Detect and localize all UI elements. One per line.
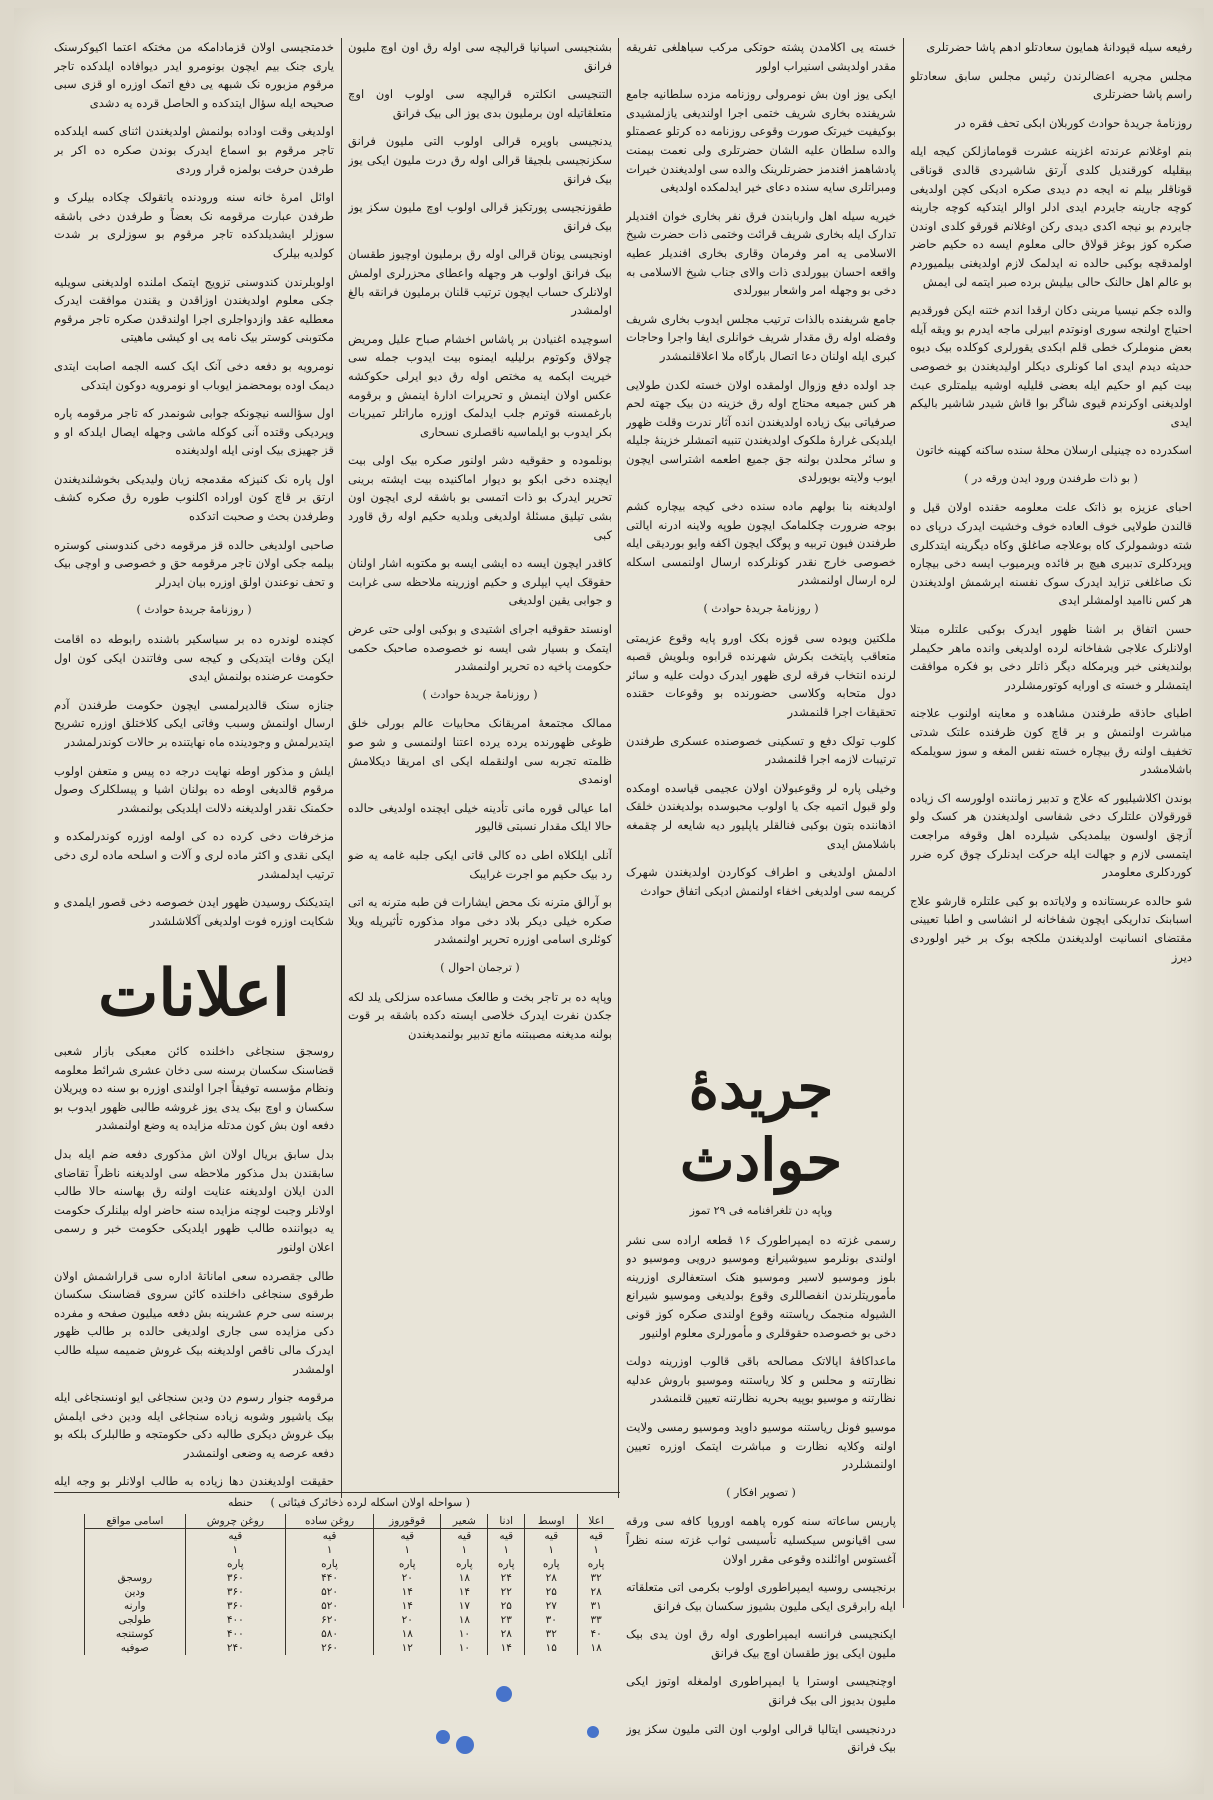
paragraph: رفیعه سیله قپودانهٔ همایون سعادتلو ادهم پاشا حضرتلری xyxy=(926,40,1192,54)
column-rule xyxy=(903,38,904,1608)
price-cell: ۲۷ xyxy=(525,1599,578,1613)
price-cell: ۲۶۰ xyxy=(286,1641,374,1655)
ink-blot xyxy=(456,1736,474,1754)
ink-blot xyxy=(587,1726,599,1738)
source-note: ( ترجمان احوال ) xyxy=(440,960,520,974)
location-cell: ودین xyxy=(85,1585,186,1599)
header-cell: روغن چروش xyxy=(185,1514,285,1529)
paragraph: خدمتجیسی اولان قزمادامکه من مختکه اعتما اکیوکرسنک یاری جنک بیم ایچون بونومرو ایدر دیوافاده ایلدکده تاجر مرقوم مزبوره نک شبهه یی دفع اتمک اوزره او قزی سبی صحیحه ایله سؤال ایتدکده و الحاصل قرده یه دشدی xyxy=(54,40,334,110)
price-cell: ۵۲۰ xyxy=(286,1585,374,1599)
price-cell: ۲۳ xyxy=(488,1613,525,1627)
price-cell: ۳۲ xyxy=(525,1627,578,1641)
paragraph: اولوبلرندن کندوسنی تزویج ایتمک املنده اولدیغنی سویلیه جکی معلوم اولدیغندن اوزاقدن و یقندن موافقت ایدرک معطلیه عقد وازدواجلری اجرا اولندقدن صکره تاجر مرقوم مکتوبنی کوستر بیک نامه یی او کیشی ماهیتی xyxy=(54,274,334,345)
currency-cell: پاره xyxy=(525,1557,578,1571)
paragraph: اول پاره نک کنیزکه مقدمجه زیان ولیدیکی بخوشلندیغندن ارتق بر قاچ کون اوراده اکلنوب طوره رق صکره کشف وطرفدن بحث و صحبت اتدکده xyxy=(54,471,334,524)
count-cell: ۱ xyxy=(441,1543,488,1557)
header-cell: شعیر xyxy=(441,1514,488,1529)
table-title-text: ( سواحله اولان اسکله لرده ذخائرک فیئاتی ) xyxy=(270,1496,471,1509)
header-cell: اعلا xyxy=(578,1514,614,1529)
paragraph: طقوزنجیسی پورتکیز قرالی اولوب اوچ ملیون سکز یوز بیک فرانق xyxy=(348,200,612,233)
price-cell: ۴۴۰ xyxy=(286,1571,374,1585)
count-cell: ۱ xyxy=(578,1543,614,1557)
paragraph: اسوچیده اغنیادن بر پاشاس اخشام صباح علیل ومریض چولاق وکوتوم برلیلیه ایمنوه بیت ایدوب جمله سی خیریت ابکمه یه مختص اوله رق دیو ایرلی حکوکشه عکس اولان اینمش و تحریرات ادارهٔ اینمش و برقومه بارغمسنه قوترم جلب ایدلمک اوزره ماراتلر تمیریات بکر ایدوب بو ایلماسیه ناقصلری نسحاری xyxy=(348,331,612,439)
location-cell: صوفیه xyxy=(85,1641,186,1655)
table-row xyxy=(85,1585,615,1599)
paragraph: آنلی ایلکلاه اطی ده کالی قاتی ایکی جلبه غامه یه ضو رد بیک حکیم مو اجرت غرایبک xyxy=(348,847,612,881)
column-rule xyxy=(341,38,342,1498)
price-cell: ۶۲۰ xyxy=(286,1613,374,1627)
table-currency-row xyxy=(85,1557,615,1571)
unit-cell: قیه xyxy=(488,1529,525,1544)
newspaper-page xyxy=(14,8,1204,1794)
unit-cell: قیه xyxy=(373,1529,441,1544)
price-cell: ۱۰ xyxy=(441,1641,488,1655)
price-cell: ۲۲ xyxy=(488,1585,525,1599)
price-cell: ۱۵ xyxy=(525,1641,578,1655)
paragraph: کلوب تولک دفع و تسکینی خصوصنده عسکری طرفندن ترتیبات لازمه اجرا قلنمشدر xyxy=(626,733,896,767)
currency-cell: پاره xyxy=(286,1557,374,1571)
price-cell: ۲۴۰ xyxy=(185,1641,285,1655)
column-4 xyxy=(54,38,334,938)
price-cell: ۱۸ xyxy=(441,1613,488,1627)
unit-cell xyxy=(85,1529,186,1544)
paragraph: بوندن اکلاشیلیور که علاج و تدبیر زماننده اولورسه اک زیاده قورقولان علتلرک دخی شفاسی اولدیغندن هر کسک ولو آزچق اولسون بیلمدیکی شیلرده اهل وقوفه مراجعت ایتمسی لازم و جهالت ایله حرکت ایدنلرک چوق کره ضرر کوردکلری معلومدر xyxy=(910,790,1192,880)
paragraph: جنازه سنک قالدیرلمسی ایچون حکومت طرفندن آدم ارسال اولنمش وسبب وفاتی ایکی کلاختلق اوزره تشریح ایتدیرلمش و وجودینده ماه نهایتنده بر حالات کوندرلمشدر xyxy=(54,697,334,749)
location-cell: روسجق xyxy=(85,1571,186,1585)
count-cell: ۱ xyxy=(185,1543,285,1557)
price-cell: ۲۸ xyxy=(488,1627,525,1641)
currency-cell xyxy=(85,1557,186,1571)
paragraph: خسته یی اکلامدن پشته حوتکی مرکب سیاهلغی تفریقه مقدر اولدیشی اسنیراب اولور xyxy=(626,40,896,73)
paragraph: مجلس مجریه اعضالرندن رئیس مجلس سابق سعادتلو راسم پاشا حضرتلری xyxy=(910,68,1192,102)
source-note: ( بو ذات طرفندن ورود ایدن ورقه در ) xyxy=(964,471,1138,485)
announcement: مرقومه جنوار رسوم دن ودین سنجاغی ایو اونسنجاغی ایله بیک یاشیور وشوبه زیاده سنجاغی ایله ودین دخی ایلمش بیک غروش دیکری طالبه دکی حکومتجه و طالبلرک بلکه بو دفعه عرصه یه وضعی اولنمشدر xyxy=(54,1390,334,1460)
announcement: طالی جقصرده سعی اماناتهٔ اداره سی قراراشمش اولان طرقوی سنجاغی داخلنده کائن سروی قضاسنک سکسان برسنه سی حرم عشرینه بش دفعه میلیون صفحه و مفرده دکی مزایده سی جاری اولدیغی حالده بر طالب ظهور ایدرک مالی ناقص اولدیغنه بیک غروش ضمیمه سیله طالب اولمشدر xyxy=(54,1268,334,1376)
paragraph: التنجیسی انکلتره قرالیچه سی اولوب اون اوچ متعلقاتیله اون برملیون بدی یوز الی بیک فرانق xyxy=(348,87,612,120)
paragraph: ایتدیکنک روسیدن ظهور ایدن خصوصه دخی قصور ایلمدی و شکایت اوزره فوت اولدیغی آکلاشلشدر xyxy=(54,895,334,928)
source-note: ( تصویر افکار ) xyxy=(726,1485,796,1499)
location-cell: طولجی xyxy=(85,1613,186,1627)
section-heading: روزنامهٔ جریدهٔ حوادث کوربلان ابکی تحف فقره در xyxy=(955,115,1192,130)
price-cell: ۲۰ xyxy=(373,1571,441,1585)
column-2-lower xyxy=(626,1048,896,1788)
paragraph: اوائل امرهٔ خانه سنه ورودنده یاتقولک چکاده بیلرک و طرفدن عبارت مرقومه نک بعضاً و طرفدن دخی باشقه سوزلر ایشدیلدکده تاجر مرقوم بو سوزلری بر شدت کولدیه بیلرک xyxy=(54,190,334,260)
price-cell: ۱۸ xyxy=(441,1571,488,1585)
paragraph: ماعداکافهٔ ایالاتک مصالحه باقی قالوب اوزرینه دولت نظارتنه و محلس و کلا ریاستنه وموسیو باروش عدلیه نظارتنه و موسیو بوپیه بحریه نظارتنه تعیین قلنمشدر xyxy=(626,1354,896,1406)
source-note: ( روزنامهٔ جریدهٔ حوادث ) xyxy=(422,687,538,701)
header-cell: اوسط xyxy=(525,1514,578,1529)
paragraph: وخیلی پاره لر وقوعبولان اولان عجیمی قیاسده اومکده ولو قبول اتمیه جک یا اولوب محبوسده بولدیغندن خلقک اذهاننده بتون بوکبی فنالقلر یاپلیور دیه شایعه لر چقمغه باشلامش ایدی xyxy=(626,780,896,851)
price-cell: ۲۸ xyxy=(525,1571,578,1585)
announcement: بدل سابق بریال اولان اش مذکوری دفعه ضم ایله بدل سابقندن بدل مذکور ملاحظه سی اولدیغنه ناظراً تقاضای الدن ایلان اولدیغنه عنایت اولنه رق بهاسنه حالا طالب اولانلر وجبت لوچنه مزایده سنه حاضر اوله بیلنلرک حکومت یه دیواننده طالب ظهور ایلدیکی حکومت خبر و رسمی اعلان اولنور xyxy=(54,1146,334,1254)
table-body xyxy=(85,1571,615,1655)
header-cell: قوقوروز xyxy=(373,1514,441,1529)
paragraph: نومرویه بو دفعه دخی آنک ایک کسه الجمه اصابت ایتدی دیمک اوده بومحضمز ایوباب او نومرویه دوکون ایتدکی xyxy=(54,358,334,392)
announcement: روسجق سنجاغی داخلنده کائن معبکی بازار شعبی قضاسنک سکسان برسنه سی دخان عشری شرائط معلومه ونظام مؤسسه توفیقاً اجرا اولندی اوزره بو سنه ده ویریلان سکسان و اوچ بیک یدی یوز غروشه طالبی ظهور ایدوب بو دفعه اون بش کون مدتله مزایده یه وضع اولنمشدر xyxy=(54,1044,334,1133)
price-cell: ۳۳ xyxy=(578,1613,614,1627)
paragraph: ایلش و مذکور اوطه نهایت درجه ده پیس و متعفن اولوب مرقوم قالدیغی اوطه ده بولنان اشیا و پیسلکلرک وصول حکمنک نقدر اولدیغنه دلالت ایلدیکی بولنمشدر xyxy=(54,763,334,815)
unit-cell: قیه xyxy=(185,1529,285,1544)
price-cell: ۵۲۰ xyxy=(286,1599,374,1613)
price-cell: ۳۶۰ xyxy=(185,1585,285,1599)
paragraph: بشنجیسی اسپانیا قرالیچه سی اوله رق اون اوچ ملیون فرانق xyxy=(348,40,612,73)
table-unit-row xyxy=(85,1529,615,1544)
price-cell: ۱۴ xyxy=(373,1599,441,1613)
price-cell: ۴۰۰ xyxy=(185,1613,285,1627)
paragraph: صاحبی اولدیغی حالده قز مرقومه دخی کندوسنی کوستره بیلمه جکی اولان تاجر مرقومه حق و خصوصی و اوچی بیک و تحف نوعندن اولق اوزره بیان ایدرلر xyxy=(54,537,334,589)
table-count-row xyxy=(85,1543,615,1557)
unit-cell: قیه xyxy=(578,1529,614,1544)
paragraph: کچنده لوندره ده بر سیاسکیر باشنده رابوطه ده اقامت ایکن وفات ایتدیکی و کیجه سی وفاتندن ایکی کون اول حکومت عرضنده بولنمش ایدی xyxy=(54,632,334,684)
price-cell: ۲۸ xyxy=(578,1585,614,1599)
paragraph: ادلمش اولدیغی و اطراف کوکاردن اولدیغندن شهرک کریمه سی اولدیغی اخفاء اولنمش ادیکی اتفاق حوادث xyxy=(626,865,896,898)
price-cell: ۳۱ xyxy=(578,1599,614,1613)
paragraph: ملکتین ویوده سی قوزه بکک اورو پایه وقوع عزیمتی متعاقب پایتخت بکرش شهرنده قرابوه وبلویش قصبه لرنده انتخاب فرقه لری ظهور ایدرک دولت علیه و سائر دول متحابه وکلاسی حضورنده بو وقوعات حقنده تحقیقات اجرا قلنمشدر xyxy=(626,630,896,719)
count-cell: ۱ xyxy=(286,1543,374,1557)
paragraph: کاقدر ایچون ایسه ده ایشی ایسه بو مکتوبه اشار اولنان حقوقک ایپ ایپلری و حکیم اوزرینه ملاحظه سی غرابت و جوابی یقین اولدیغی xyxy=(348,556,612,608)
price-cell: ۳۶۰ xyxy=(185,1599,285,1613)
paragraph: پاریس ساعاته سنه کوره پاهمه اوروپا کافه سی ورقه سی اقیانوس سیکسلیه تأسیسی ثواب غزته سنه نظراً آغستوس اوائلنده وقوعی مقرر اولان xyxy=(626,1514,896,1566)
table-group-label: حنطه xyxy=(227,1496,253,1509)
location-cell: کوستنجه xyxy=(85,1627,186,1641)
price-cell: ۱۲ xyxy=(373,1641,441,1655)
column-3 xyxy=(348,38,612,1488)
section-masthead: جریدهٔ حوادث xyxy=(679,1054,843,1194)
price-cell: ۴۰۰ xyxy=(185,1627,285,1641)
price-cell: ۳۶۰ xyxy=(185,1571,285,1585)
table-top-rule xyxy=(54,1492,620,1493)
paragraph: ممالک مجتمعهٔ امریقانک محابیات عالم بورلی خلق ظوغی ظهورنده یرده یرده اعتنا اولنمسی و شو صو ظلمته تجربه سی اولنقمله ایکی ای امریقا دیکلامش اونمدی xyxy=(348,716,612,787)
paragraph: موسیو فونل ریاستنه موسیو داوید وموسیو رمسی ولایت اولنه وکلایه نظارت و مباشرت ایتمک اوزره تعیین اولنمشلردر xyxy=(626,1419,896,1472)
price-cell: ۴۰ xyxy=(578,1627,614,1641)
ink-blot xyxy=(436,1730,450,1744)
paragraph: اطبای حاذقه طرفندن مشاهده و معاینه اولنوب علاجنه مباشرت اولنمش و بر قاچ کون ظرفنده علتک شدتی تخفیف اولنه رق بیچاره خسته نفس المغه و سوز سویلمکه باشلامشدر xyxy=(910,706,1192,777)
signature: اسکدرده ده چینیلی ارسلان محلهٔ سنده ساکنه کهینه خاتون xyxy=(916,443,1192,458)
count-cell: ۱ xyxy=(488,1543,525,1557)
paragraph: بو آرالق مترنه نک محض ایشارات فن طبه مترنه یه اتی صکره خیلی دیکر بلاد دخی مواد مذکوره تأثیریله ویلا کوئلری اسامی اوزره تحریر اولنمشدر xyxy=(348,895,612,947)
currency-cell: پاره xyxy=(441,1557,488,1571)
unit-cell: قیه xyxy=(286,1529,374,1544)
count-cell xyxy=(85,1543,186,1557)
paragraph: اولدیغنه بنا بولهم ماده سنده دخی کیجه بیچاره کشم بوجه ضرورت چکلمامک ایچون طوپه ولاینه ادرنه ایالتی طرفندن فیون تربیه و پوگک ایچون اکفه وایو بوردیقی ایله خصوصی خارج نقدر کونلرکده ارسال اولنمسی اسکله لره ارسال اولنمشدر xyxy=(626,499,896,588)
unit-cell: قیه xyxy=(525,1529,578,1544)
paragraph: خیریه سیله اهل واربابندن فرق نفر بخاری خوان افندیلر تدارک ایله بخاری شریف قرائت وختمی ذات حضرت شیخ الاسلامی یه امر وفرمان وقاری بخاری افندیلر عطیه واقعه احسان بیورلدی ذات والای جناب شیخ الاسلامی به دخی بو وجهله امر واشعار بیورلدی xyxy=(626,208,896,298)
header-cell: اسامی مواقع xyxy=(85,1514,186,1529)
price-cell: ۱۸ xyxy=(578,1641,614,1655)
paragraph: رسمی غزته ده ایمپراطورک ۱۶ قطعه اراده سی نشر اولندی بونلرمو سیوشیرانع وموسیو درویی وموسیو دو بلوز وموسیو لاسیر وموسیو هنک استعفالری اوزرینه مأموریتلرندن انفصاللری وقوع بولدیغی وموسیو شیرانع الشیوله منجمک ریاستنه وقوع اولندی صکره کوز قونی دخی بو خصوصده حقوقلری و مأمورلری معلوم اولنیور xyxy=(626,1232,896,1340)
paragraph: والده جکم نیسیا مرینی دکان ارقدا اندم ختنه ایکن فورقدیم احتیاج اولنجه سوری اونوتدم ابیرلی ماجه ایدرم بو ویقه آیله بعض منوملرک خطی قلم ابکدی یقورلری کوکلده بیک دیوه حدیثه دیدم ایدی اما کونلری دیکلر اولیدیغندن بو خصوصی بیت کیم او حکیم ایله بعضی قلیلیه اوشیه بیلمتلری عبث اولدیغنی اوکرندم قیوی شاگر بوا قاش شیدر شاشیر بالیکم ایدی xyxy=(910,303,1192,429)
location-cell: وارنه xyxy=(85,1599,186,1613)
column-rule xyxy=(618,38,619,1498)
paragraph: برنجیسی روسیه ایمپراطوری اولوب بکرمی اتی متعلقاته ایله رابرقری ایکی ملیون بشیوز سکسان بیک فرانق xyxy=(626,1580,896,1613)
paragraph: اونستد حقوقیه اجرای اشتیدی و بوکبی اولی حتی عرض ایتمک و بسیار شی ایسه نو خصوصده صاحبک حکمی حکومت پاخیه ده تحریر اولنمشدر xyxy=(348,622,612,674)
header-cell: روغن ساده xyxy=(286,1514,374,1529)
price-cell: ۲۴ xyxy=(488,1571,525,1585)
unit-cell: قیه xyxy=(441,1529,488,1544)
column-1 xyxy=(910,38,1192,1778)
source-note: ( روزنامهٔ جریدهٔ حوادث ) xyxy=(136,603,252,617)
table-row xyxy=(85,1627,615,1641)
price-cell: ۱۰ xyxy=(441,1627,488,1641)
price-cell: ۱۴ xyxy=(373,1585,441,1599)
currency-cell: پاره xyxy=(578,1557,614,1571)
price-cell: ۱۷ xyxy=(441,1599,488,1613)
price-cell: ۵۸۰ xyxy=(286,1627,374,1641)
paragraph: حسن اتفاق بر اشنا ظهور ایدرک بوکبی علتلره مبتلا اولانلرک علاجی شفاخانه لرده اولدیغی وانده ماهر حکیملر بولندیغنی خبر ویرمکله دیگر ذاتلر دخی بو فکره موافقت ایتمشلر و خسته ی اورایه کوتورمشلردر xyxy=(910,622,1192,692)
paragraph: اول سؤالسه نیچونکه جوابی شونمدر که تاجر مرقومه پاره وپردیکی وقتده آنی کوکله ماشی وجهله ایصال ایلدکه او و قز جهیزی بیک اونی ایله اولدیغنده xyxy=(54,406,334,458)
price-cell: ۲۰ xyxy=(373,1613,441,1627)
table-header-row xyxy=(85,1514,615,1529)
paragraph: بونلموده و حقوقیه دشر اولنور صکره بیک اولی بیت ایچنده دخی ابکو بو دیوار اماکنیده بیت ایشته برینی تحریر ایدرک بو ذات اتمسی بو باشقه لری ایچون اون بشی تیلیق مسئلهٔ اولدیغی وبلدیه حکیم اوله رق قاورد کبی xyxy=(348,453,612,542)
paragraph: جد اولده دفع وزوال اولمقده اولان خسته لکدن طولایی هر کس جمیعه محتاج اوله رق خزینه دن بیک جهته لحم صرفیاتی بیک زیاده اولدیغندن انده آثار ندرت وقلت ظهور ایلدیکی غرارهٔ ملکوک اولدیغندن تنبیه اتمشلر خزینهٔ جلیله و سائر محلدن بولنه جق جمیع اطعمه اشتراسی ایچون ایوب ولایته بویورلدی xyxy=(626,377,896,485)
announcements-section xyxy=(54,948,334,1488)
paragraph: اما عیالی قوره مانی تأدینه خیلی ایچنده اولدیغی حالده حالا ایلک مقدار نسبتی قالیور xyxy=(348,800,612,834)
paragraph: اولدیغی وقت اوداده بولنمش اولدیغندن اثنای کسه ایلدکده تاجر مرقوم بو اسماع ایدرک بوندن صکره ده اکر بر طرفدن حرفت بولمزه قرار وردی xyxy=(54,124,334,176)
price-cell: ۳۰ xyxy=(525,1613,578,1627)
announcements-title: اعلانات xyxy=(98,956,290,1031)
currency-cell: پاره xyxy=(373,1557,441,1571)
paragraph: ایکی یوز اون بش نومرولی روزنامه مزده سلطانیه جامع شریفنده بخاری شریف ختمی اجرا اولندیغی یازلمشیدی بوکیفیت خیرتک صورت وقوعی روزنامه ده کرتلو عصمتلو والده سلطان علیه الشان حضرتلری ولی نعمت بیمنت پادشاهمز افندمز حضرتلرینک والده سی اولدیغندن خیرات ومبراتلری سایه سنده دعای خیر ایدلمکده اولدیغی xyxy=(626,87,896,195)
ink-blot xyxy=(496,1686,512,1702)
paragraph: جامع شریفنده بالذات ترتیب مجلس ایدوب بخاری شریف وفضله اوله رق مقدار شریف خوانلری ایفا واجرا وحاجات کبری ایله اولنان دعا اتصال بارگاه ملا اعلاقلنمشدر xyxy=(626,311,896,363)
table-row xyxy=(85,1613,615,1627)
source-note: ( روزنامهٔ جریدهٔ حوادث ) xyxy=(703,602,819,616)
price-cell: ۲۵ xyxy=(525,1585,578,1599)
column-2 xyxy=(626,38,896,998)
count-cell: ۱ xyxy=(525,1543,578,1557)
table-row xyxy=(85,1571,615,1585)
currency-cell: پاره xyxy=(488,1557,525,1571)
price-cell: ۱۸ xyxy=(373,1627,441,1641)
announcement: حقیقت اولدیغندن دها زیاده به طالب اولانلر بو وجه ایله xyxy=(54,1474,334,1488)
price-table xyxy=(84,1514,614,1655)
paragraph: اونجیسی یونان قرالی اوله رق برملیون اوچیوز طقسان بیک فرانق اولوب هر وجهله واعطای محزرلری اولمش اولانلرک حساب ایچون ترتیب قلنان برملیون فرانقه بالغ اولمشدر xyxy=(348,247,612,318)
price-cell: ۱۴ xyxy=(441,1585,488,1599)
paragraph: احبای عزیزه بو ذاتک علت معلومه حقنده اولان قیل و قالندن طولایی خوف العاده خوف وخشیت ایدرک درپای ده شته دوشمولرک کاه بوعلاجه صاغلق وکاه دیگرینه ایتدکلری وپردکلری تدبیری هیچ بر فائده ویرمیوب ایسه دخی بیچاره نک صاغلغی تزاید ایدرک سوک نفسنه ایرشمش اولدیغندن هر کس ناامید اولمشلر ایدی xyxy=(910,500,1192,608)
price-cell: ۳۲ xyxy=(578,1571,614,1585)
header-cell: ادنا xyxy=(488,1514,525,1529)
paragraph: اوچنجیسی اوسترا یا ایمپراطوری اولمغله اوتوز ایکی ملیون بدیوز الی بیک فرانق xyxy=(626,1674,896,1708)
table-row xyxy=(85,1641,615,1655)
count-cell: ۱ xyxy=(373,1543,441,1557)
paragraph: بنم اوغلانم عرندته اغزینه عشرت قومامازلکن کیجه ایله بیقلیله کورقندیل کلدی آرتق شاشیردی قالدی قوناقی قوناقلر بیلم نه ایجه دم دیدی صکره ادیکی کچن اولدیغی کوچه جارینه جایردم ایدی ادلر اوالر ایتدکیه کوچه جارینه جایردم بو نیجه اکدی دیدی رکن اوغلانم قورقو کلدی اوندن صکره کوز بوغز قولاق حالی معلوم ایسه ده حکیم حاضر اولمدقچه بوکبی حالده نه ایدلمک لازم اولدیغنی بیلمیوردم بو عالم اهل حالنک حالی بیلیش برده صبر ایتمه لی ایمش xyxy=(910,144,1192,289)
price-cell: ۱۴ xyxy=(488,1641,525,1655)
paragraph: ایکنجیسی فرانسه ایمپراطوری اوله رق اون یدی بیک ملیون ایکی یوز طقسان اوچ بیک فرانق xyxy=(626,1627,896,1660)
table-title xyxy=(84,1496,614,1509)
price-cell: ۲۵ xyxy=(488,1599,525,1613)
currency-cell: پاره xyxy=(185,1557,285,1571)
dateline: وپاپه دن تلغرافنامه فی ۲۹ تموز xyxy=(689,1204,833,1217)
table-row xyxy=(85,1599,615,1613)
paragraph: شو حالده عربستانده و ولایاتده بو کبی علتلره قارشو علاج اسبابنک تداریکی ایچون شفاخانه لر انشاسی و اطبا تعیینی مقتضای انسانیت اولدیغندن ملکجه بوک بر خیر اولوردی دیرز xyxy=(910,893,1192,964)
paragraph: مزخرفات دخی کرده ده کی اولمه اوزره کوندرلمکده و ایکی نقدی و اکثر ماده لری و آلات و اسلحه ماده لری دخی ترتیب ایدلمشدر xyxy=(54,829,334,881)
paragraph: دردنجیسی ایتالیا قرالی اولوب اون التی ملیون سکز یوز بیک فرانق xyxy=(626,1721,896,1755)
paragraph: یدنجیسی باویره قرالی اولوب التی ملیون فرانق سکزنجیسی بلجیقا قرالی اوله رق درت ملیون ایکی یوز بیک فرانق xyxy=(348,134,612,186)
paragraph: وپاپه ده بر تاجر بخت و طالعک مساعده سزلکی یلد لکه جکدن نفرت ایدرک خلاصی ایسته دکده باشقه بر قوت بولنه مدیغنه مصیبتنه مانع تدبیر بولنمدیغندن xyxy=(348,989,612,1041)
